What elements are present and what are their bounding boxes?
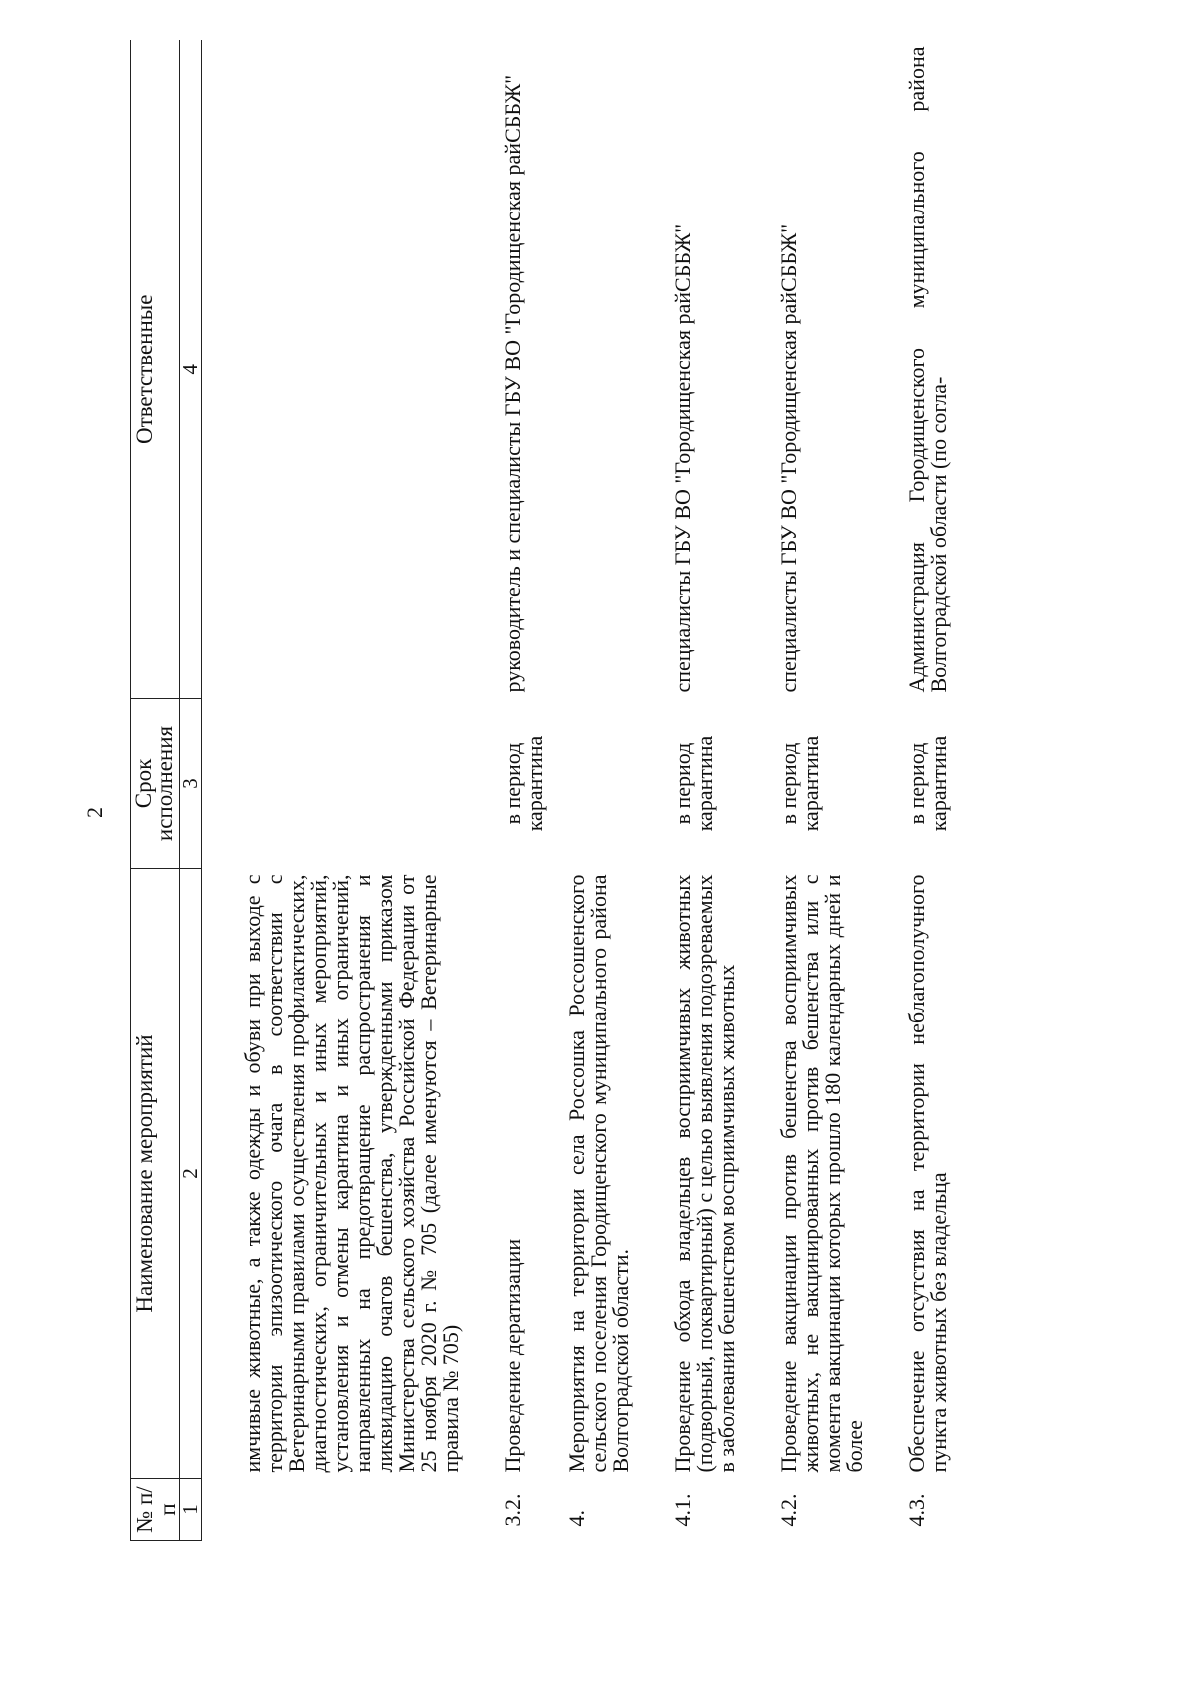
header-number: № п/п bbox=[131, 1479, 180, 1541]
row-responsible bbox=[566, 41, 632, 699]
table-row bbox=[778, 41, 866, 1541]
row-deadline: в период карантина bbox=[670, 735, 717, 832]
column-number: 2 bbox=[180, 869, 202, 1479]
table-row bbox=[566, 41, 632, 1541]
row-deadline: в период карантина bbox=[904, 735, 951, 832]
row-number: 4.3. bbox=[904, 1493, 929, 1527]
row-measure: Проведение дератизации bbox=[500, 1238, 525, 1473]
column-number: 1 bbox=[180, 1479, 202, 1541]
row-number: 4.1. bbox=[670, 1493, 695, 1527]
row-deadline bbox=[242, 699, 462, 869]
row-measure: Мероприятия на территории села Россошка Россошенского сельского поселения Городищенского муниципального района Волгоградской области. bbox=[564, 874, 633, 1473]
row-responsible bbox=[242, 41, 462, 699]
row-responsible: специалисты ГБУ ВО "Городищенская райСББЖ" bbox=[670, 223, 695, 693]
table-row bbox=[242, 41, 462, 1541]
row-responsible: специалисты ГБУ ВО "Городищенская райСББЖ" bbox=[776, 223, 801, 693]
row-deadline: в период карантина bbox=[500, 735, 547, 832]
row-number: 3.2. bbox=[500, 1493, 525, 1527]
table-header-row bbox=[131, 41, 180, 1541]
column-number: 4 bbox=[180, 41, 202, 699]
table-row bbox=[672, 41, 738, 1541]
row-measure: Проведение вакцинации против бешенства восприимчивых животных, не вакцинированных против бешенства или с момента вакцинации которых прошло 180 календарных дней и более bbox=[776, 874, 867, 1473]
row-responsible: Администрация Городищенского муниципального района Волгоградской области (по согла- bbox=[904, 46, 951, 693]
row-measure: Проведение обхода владельцев восприимчивых животных (подворный, поквартирный) с целью выявления подозреваемых в заболевании бешенством восприимчивых животных bbox=[670, 874, 739, 1473]
table-row bbox=[906, 41, 950, 1541]
page-number: 2 bbox=[82, 807, 107, 818]
header-responsible: Ответственные bbox=[131, 41, 180, 699]
column-number: 3 bbox=[180, 699, 202, 869]
header-measures: Наименование мероприятий bbox=[131, 869, 180, 1479]
row-deadline: в период карантина bbox=[776, 735, 823, 832]
table-row bbox=[502, 41, 546, 1541]
row-measure: Обеспечение отсутствия на территории неблагополучного пункта животных без владельца bbox=[904, 874, 951, 1473]
row-deadline bbox=[566, 699, 632, 869]
row-number: 4. bbox=[564, 1510, 589, 1527]
measures-table bbox=[130, 41, 950, 1542]
header-deadline: Срок исполнения bbox=[131, 699, 180, 869]
row-measure: имчивые животные, а также одежды и обуви при выходе с территории эпизоотического очага в соответствии с Ветеринарными правилами осуществления профилактических, диагностических, ограничительных и иных мероприятий, установления и отмены карантина и иных ограничений, направленных на предотвращение распространения и ликвидацию очагов бешенства, утвержденными приказом Министерства сельского хозяйства Российской Федерации от 25 ноября 2020 г. № 705 (далее именуются – Ветеринарные правила № 705) bbox=[240, 874, 463, 1473]
column-number-row bbox=[180, 41, 202, 1541]
row-number: 4.2. bbox=[776, 1493, 801, 1527]
row-number bbox=[242, 1479, 462, 1541]
row-responsible: руководитель и специалисты ГБУ ВО "Городищенская райСББЖ" bbox=[500, 74, 525, 693]
